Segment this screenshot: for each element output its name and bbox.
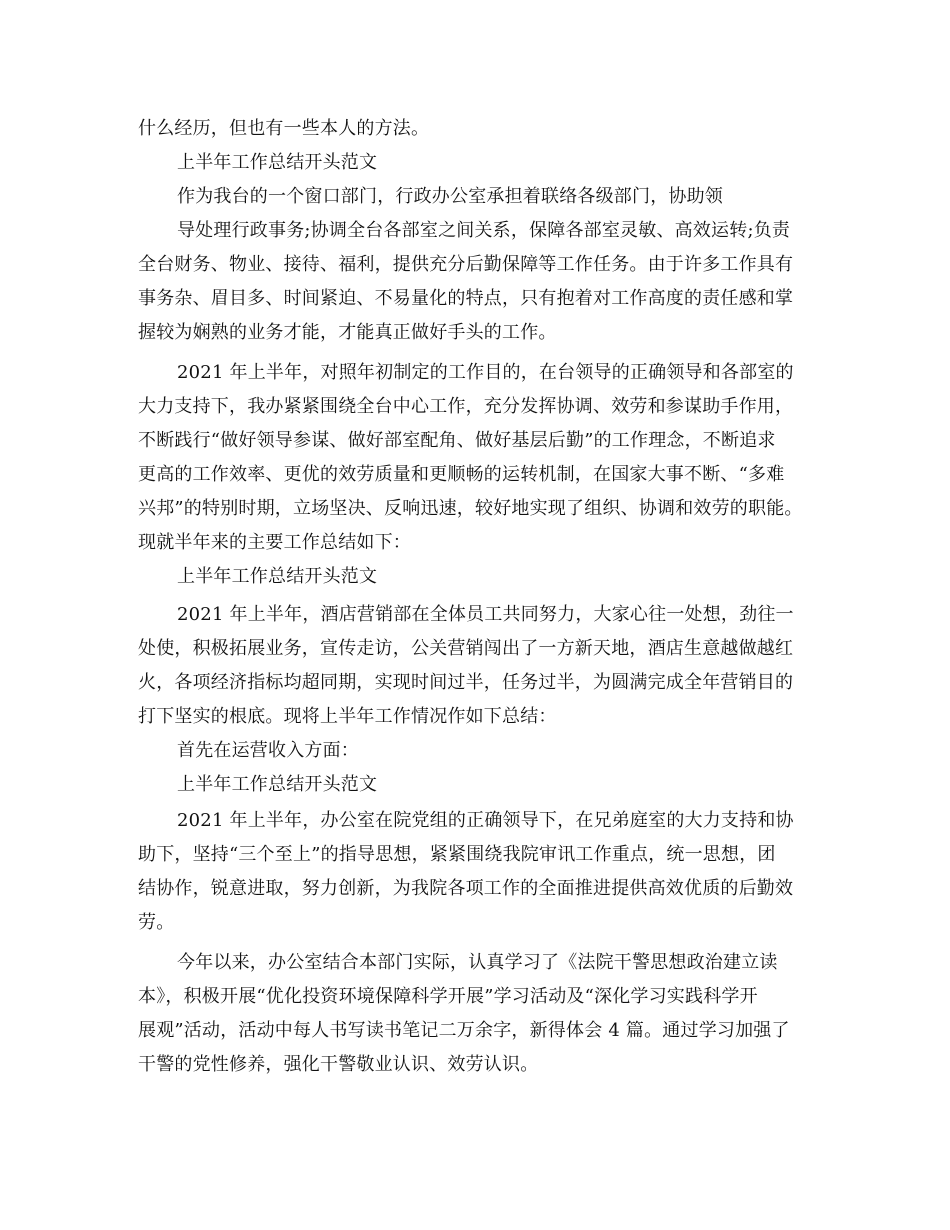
text-line: 2021 年上半年，办公室在院党组的正确领导下，在兄弟庭室的大力支持和协	[177, 810, 794, 831]
text-line: 现就半年来的主要工作总结如下：	[138, 532, 411, 553]
text-line: 劳。	[138, 912, 175, 933]
text-line: 什么经历，但也有一些本人的方法。	[138, 118, 430, 139]
text-line: 处使，积极拓展业务，宣传走访，公关营销闯出了一方新天地，酒店生意越做越红	[138, 638, 794, 659]
text-line: 助下，坚持“三个至上”的指导思想，紧紧围绕我院审讯工作重点，统一思想，团	[138, 844, 776, 865]
text-line: 握较为娴熟的业务才能，才能真正做好手头的工作。	[138, 322, 557, 343]
text-line: 兴邦”的特别时期，立场坚决、反响迅速，较好地实现了组织、协调和效劳的职能。	[138, 498, 803, 519]
text-line: 打下坚实的根底。现将上半年工作情况作如下总结：	[138, 706, 557, 727]
text-line: 导处理行政事务;协调全台各部室之间关系，保障各部室灵敏、高效运转;负责	[177, 220, 791, 241]
text-line: 干警的党性修养，强化干警敬业认识、效劳认识。	[138, 1054, 539, 1075]
text-line: 大力支持下，我办紧紧围绕全台中心工作，充分发挥协调、效劳和参谋助手作用，	[138, 396, 794, 417]
text-line: 不断践行“做好领导参谋、做好部室配角、做好基层后勤”的工作理念，不断追求	[138, 430, 776, 451]
section-heading: 上半年工作总结开头范文	[177, 774, 378, 795]
section-heading: 上半年工作总结开头范文	[177, 566, 378, 587]
text-line: 更高的工作效率、更优的效劳质量和更顺畅的运转机制，在国家大事不断、“多难	[138, 464, 785, 485]
section-heading: 上半年工作总结开头范文	[177, 152, 378, 173]
text-line: 本》，积极开展“优化投资环境保障科学开展”学习活动及“深化学习实践科学开	[138, 986, 758, 1007]
text-line: 事务杂、眉目多、时间紧迫、不易量化的特点，只有抱着对工作高度的责任感和掌	[138, 288, 794, 309]
text-line: 结协作，锐意进取，努力创新，为我院各项工作的全面推进提供高效优质的后勤效	[138, 878, 794, 899]
text-line: 火，各项经济指标均超同期，实现时间过半，任务过半，为圆满完成全年营销目的	[138, 672, 794, 693]
text-line: 作为我台的一个窗口部门，行政办公室承担着联络各级部门，协助领	[177, 186, 723, 207]
text-line: 2021 年上半年，对照年初制定的工作目的，在台领导的正确领导和各部室的	[177, 362, 794, 383]
text-line: 今年以来，办公室结合本部门实际，认真学习了《法院干警思想政治建立读	[177, 952, 778, 973]
text-line: 首先在运营收入方面：	[177, 740, 359, 761]
text-line: 全台财务、物业、接待、福利，提供充分后勤保障等工作任务。由于许多工作具有	[138, 254, 794, 275]
text-line: 展观”活动，活动中每人书写读书笔记二万余字，新得体会 4 篇。通过学习加强了	[138, 1020, 790, 1041]
text-line: 2021 年上半年，酒店营销部在全体员工共同努力，大家心往一处想，劲往一	[177, 604, 794, 625]
